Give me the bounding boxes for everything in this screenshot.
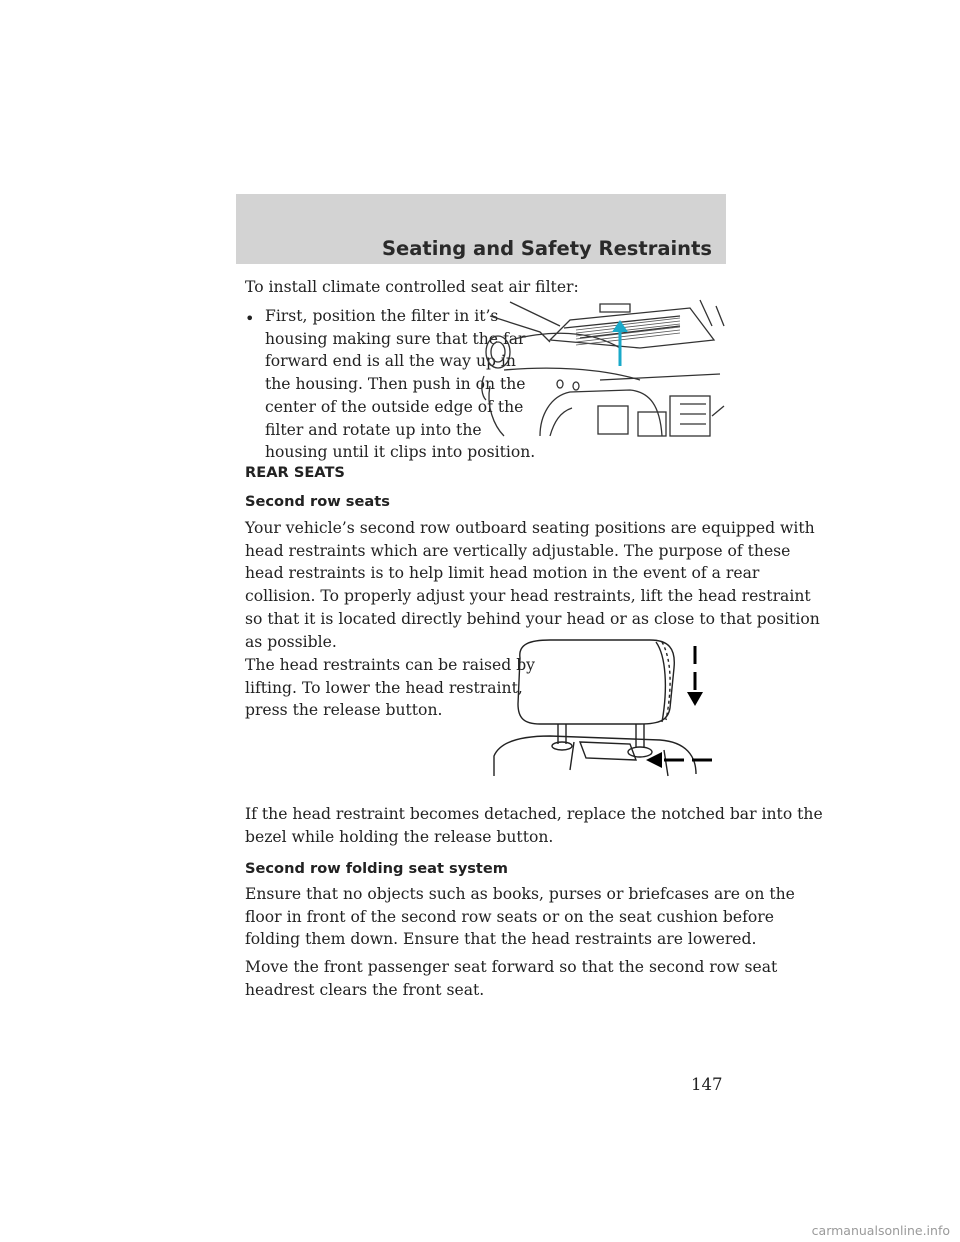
- paragraph-raise-lower: The head restraints can be raised by lifting. To lower the head restraint, press the release button.: [245, 656, 535, 720]
- paragraph-detached: If the head restraint becomes detached, replace the notched bar into the bezel while holding the release button.: [245, 805, 823, 846]
- watermark: carmanualsonline.info: [811, 1223, 950, 1238]
- section-header-bar: [236, 194, 726, 264]
- paragraph-move-front-seat: Move the front passenger seat forward so that the second row seat headrest clears the front seat.: [245, 958, 778, 999]
- head-restraint-illustration: [490, 638, 726, 780]
- air-filter-illustration: [480, 296, 726, 440]
- subheading-folding-seat: Second row folding seat system: [245, 860, 508, 877]
- bullet-text: First, position the filter in it’s housing making sure that the far forward end is all the way up in the housing. Then push in on the center of the outside edge of the filter and rotate up into the housing until it clips into position.: [265, 307, 536, 462]
- bullet-marker: •: [245, 309, 255, 328]
- intro-text: To install climate controlled seat air filter:: [245, 278, 579, 296]
- subheading-second-row-seats: Second row seats: [245, 493, 390, 510]
- section-heading-rear-seats: REAR SEATS: [245, 464, 345, 481]
- paragraph-head-restraints: Your vehicle’s second row outboard seating positions are equipped with head restraints which are vertically adjustable. The purpose of these head restraints is to help limit head motion in the event of a rear collision. To properly adjust your head restraints, lift the head restraint so that it is located directly behind your head or as close to that position as possible.: [245, 519, 820, 651]
- page-number: 147: [691, 1075, 723, 1094]
- section-title: Seating and Safety Restraints: [381, 237, 712, 260]
- paragraph-ensure-objects: Ensure that no objects such as books, purses or briefcases are on the floor in front of the second row seats or on the seat cushion before folding them down. Ensure that the head restraints are lowered.: [245, 885, 795, 949]
